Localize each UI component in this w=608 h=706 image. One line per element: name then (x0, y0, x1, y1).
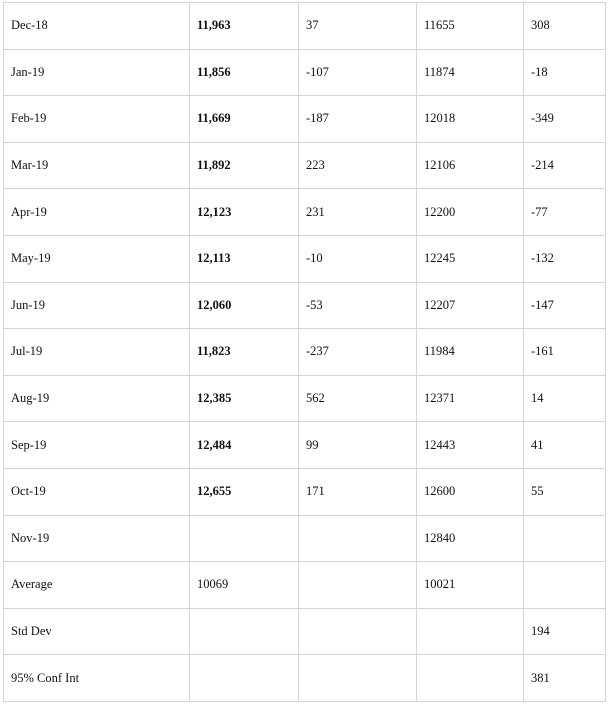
row-label-cell: Oct-19 (4, 468, 190, 515)
change-cell: 37 (299, 3, 417, 50)
forecast-cell: 12018 (417, 96, 524, 143)
change-cell: -53 (299, 282, 417, 329)
change-cell: -107 (299, 49, 417, 96)
forecast-cell: 12371 (417, 375, 524, 422)
row-label-cell: Dec-18 (4, 3, 190, 50)
row-label-cell: Nov-19 (4, 515, 190, 562)
error-cell: 308 (524, 3, 606, 50)
change-cell: -237 (299, 329, 417, 376)
value-cell: 12,655 (190, 468, 299, 515)
table-row (4, 515, 606, 562)
table-row (4, 96, 606, 143)
forecast-cell: 11874 (417, 49, 524, 96)
error-cell: -132 (524, 235, 606, 282)
table-row (4, 468, 606, 515)
table-row (4, 235, 606, 282)
change-cell (299, 562, 417, 609)
table-row (4, 608, 606, 655)
forecast-cell: 12600 (417, 468, 524, 515)
table-row (4, 562, 606, 609)
table-row (4, 655, 606, 702)
table-row (4, 189, 606, 236)
table-row (4, 422, 606, 469)
row-label-cell: Jun-19 (4, 282, 190, 329)
change-cell: 99 (299, 422, 417, 469)
forecast-cell: 12245 (417, 235, 524, 282)
value-cell: 11,669 (190, 96, 299, 143)
forecast-cell: 10021 (417, 562, 524, 609)
forecast-cell: 11655 (417, 3, 524, 50)
change-cell (299, 655, 417, 702)
data-table (3, 2, 606, 702)
table-row (4, 282, 606, 329)
forecast-cell: 12443 (417, 422, 524, 469)
error-cell: 194 (524, 608, 606, 655)
forecast-cell: 12106 (417, 142, 524, 189)
change-cell: 231 (299, 189, 417, 236)
error-cell: -77 (524, 189, 606, 236)
table-row (4, 375, 606, 422)
row-label-cell: Std Dev (4, 608, 190, 655)
forecast-cell (417, 608, 524, 655)
error-cell: -214 (524, 142, 606, 189)
value-cell: 11,823 (190, 329, 299, 376)
value-cell: 11,856 (190, 49, 299, 96)
table-row (4, 49, 606, 96)
change-cell (299, 515, 417, 562)
error-cell (524, 515, 606, 562)
error-cell: 55 (524, 468, 606, 515)
change-cell: -187 (299, 96, 417, 143)
forecast-cell (417, 655, 524, 702)
row-label-cell: Jan-19 (4, 49, 190, 96)
table-row (4, 3, 606, 50)
value-cell: 12,123 (190, 189, 299, 236)
forecast-cell: 11984 (417, 329, 524, 376)
row-label-cell: Feb-19 (4, 96, 190, 143)
error-cell: 381 (524, 655, 606, 702)
row-label-cell: Sep-19 (4, 422, 190, 469)
value-cell: 12,385 (190, 375, 299, 422)
error-cell: -349 (524, 96, 606, 143)
table-row (4, 142, 606, 189)
row-label-cell: Mar-19 (4, 142, 190, 189)
error-cell: -147 (524, 282, 606, 329)
value-cell: 12,484 (190, 422, 299, 469)
value-cell (190, 515, 299, 562)
table-body (4, 3, 606, 702)
value-cell: 12,113 (190, 235, 299, 282)
value-cell (190, 608, 299, 655)
error-cell: -18 (524, 49, 606, 96)
row-label-cell: Jul-19 (4, 329, 190, 376)
change-cell (299, 608, 417, 655)
forecast-cell: 12207 (417, 282, 524, 329)
error-cell: 14 (524, 375, 606, 422)
row-label-cell: 95% Conf Int (4, 655, 190, 702)
forecast-cell: 12200 (417, 189, 524, 236)
change-cell: -10 (299, 235, 417, 282)
error-cell: -161 (524, 329, 606, 376)
change-cell: 171 (299, 468, 417, 515)
value-cell: 12,060 (190, 282, 299, 329)
value-cell (190, 655, 299, 702)
value-cell: 11,892 (190, 142, 299, 189)
row-label-cell: Aug-19 (4, 375, 190, 422)
row-label-cell: Average (4, 562, 190, 609)
error-cell (524, 562, 606, 609)
row-label-cell: Apr-19 (4, 189, 190, 236)
error-cell: 41 (524, 422, 606, 469)
change-cell: 223 (299, 142, 417, 189)
change-cell: 562 (299, 375, 417, 422)
row-label-cell: May-19 (4, 235, 190, 282)
forecast-cell: 12840 (417, 515, 524, 562)
table-row (4, 329, 606, 376)
value-cell: 11,963 (190, 3, 299, 50)
value-cell: 10069 (190, 562, 299, 609)
